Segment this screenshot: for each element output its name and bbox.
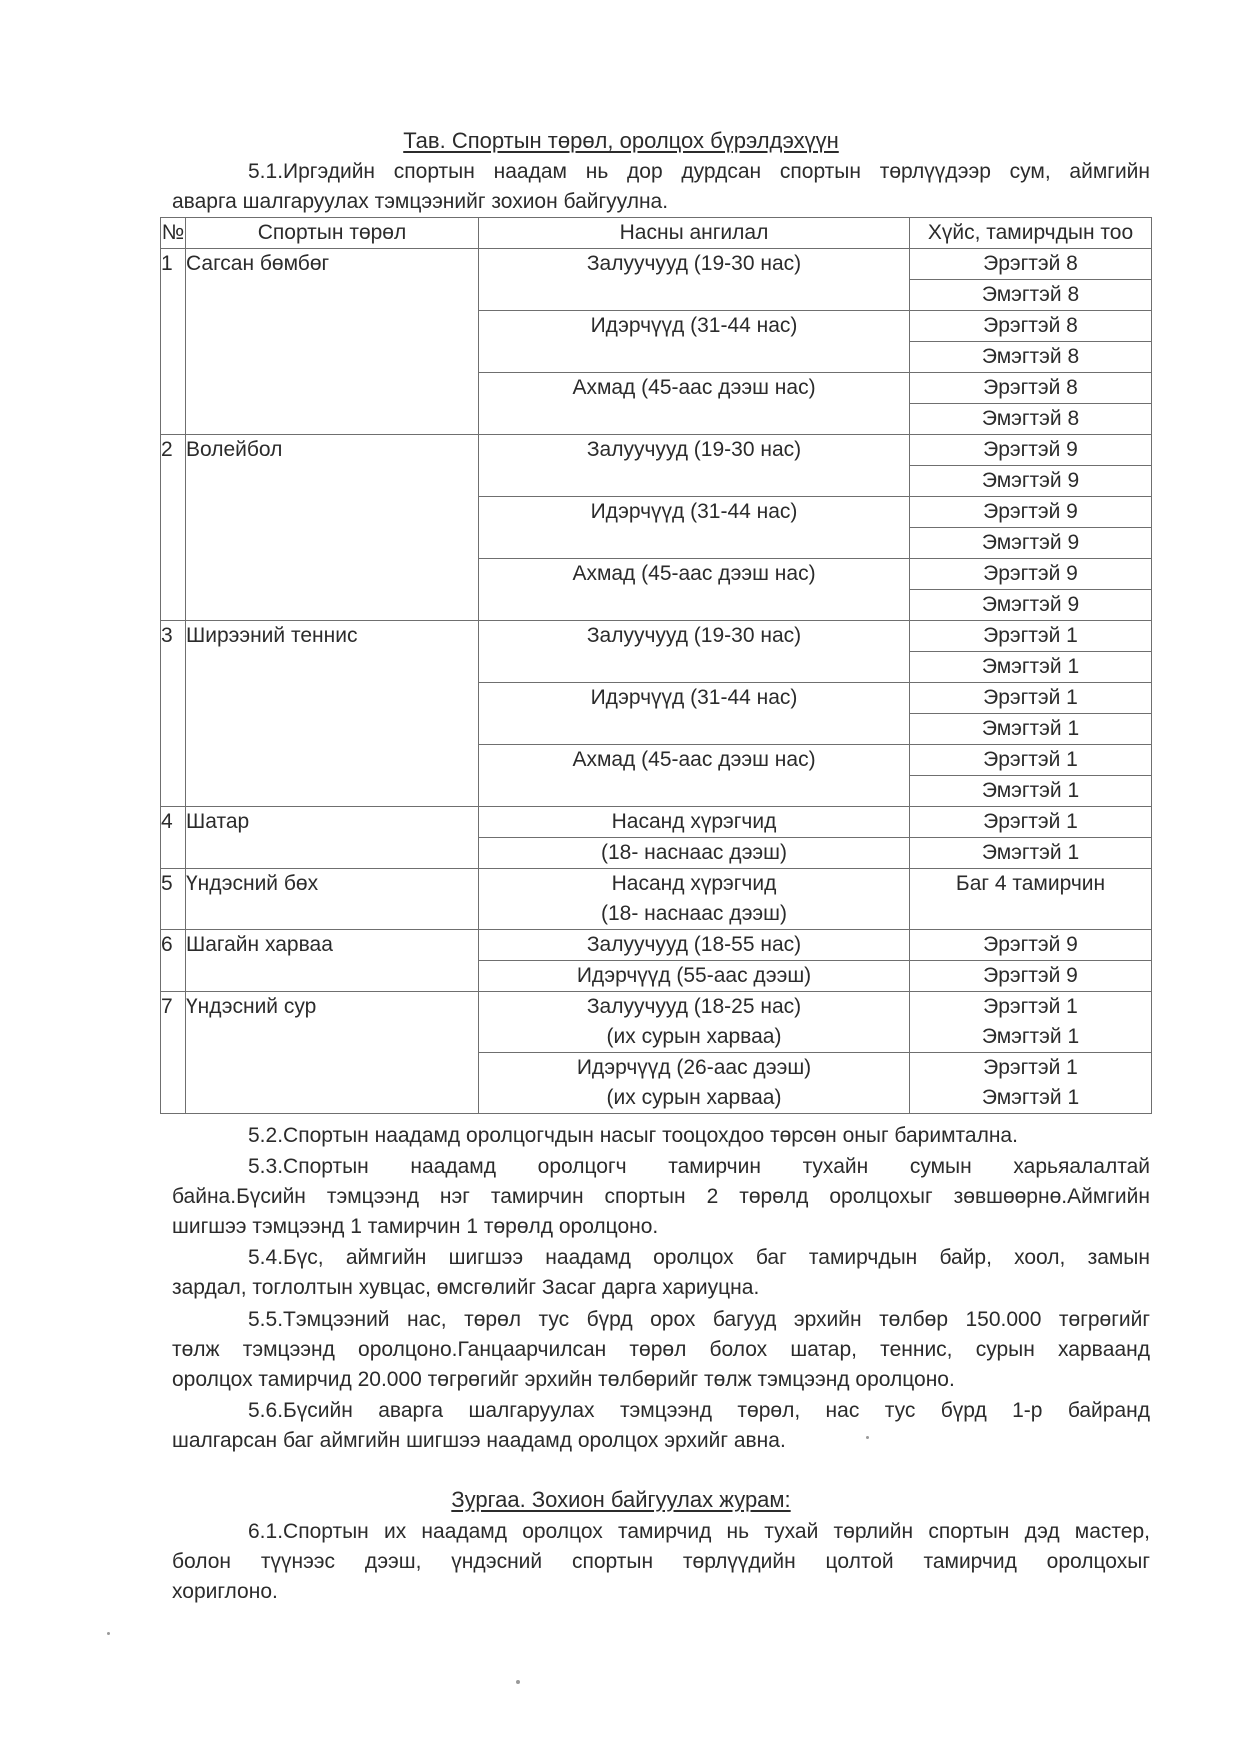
table-row	[161, 621, 1152, 652]
table-header-row	[161, 218, 1152, 249]
age-category: Залуучууд (18-55 нас)	[479, 930, 910, 961]
paragraph-line: хориглоно.	[172, 1580, 278, 1603]
participant-count: Эрэгтэй 8	[910, 373, 1152, 404]
sport-name: Шатар	[186, 807, 479, 869]
paragraph-5-2	[172, 1121, 1150, 1151]
sports-table	[160, 217, 1152, 1114]
paragraph-line: шигшээ тэмцээнд 1 тамирчин 1 төрөлд оролцоно.	[172, 1215, 659, 1238]
age-category-note: (18- наснаас дээш)	[479, 899, 910, 930]
paragraph-line: зардал, тоглолтын хувцас, өмсгөлийг Засаг дарга хариуцна.	[172, 1276, 760, 1299]
paragraph-line: болон түүнээс дээш, үндэсний спортын төрлүүдийн цолтой тамирчид оролцохыг	[172, 1550, 1150, 1573]
participant-count: Эмэгтэй 1	[910, 652, 1152, 683]
paragraph-line: 5.2.Спортын наадамд оролцогчдын насыг тооцохдоо төрсөн оныг баримтална.	[248, 1124, 1018, 1147]
sport-name: Сагсан бөмбөг	[186, 249, 479, 435]
participant-count: Эрэгтэй 1	[910, 621, 1152, 652]
scan-speck	[516, 1680, 520, 1684]
sport-number: 2	[161, 435, 186, 621]
age-category: Залуучууд (18-25 нас)	[479, 992, 910, 1023]
age-category: Залуучууд (19-30 нас)	[479, 435, 910, 497]
age-category: Идэрчүүд (31-44 нас)	[479, 497, 910, 559]
participant-count: Эмэгтэй 9	[910, 590, 1152, 621]
participant-count: Эрэгтэй 9	[910, 930, 1152, 961]
age-category-note: (18- наснаас дээш)	[479, 838, 910, 869]
table-row	[161, 869, 1152, 900]
age-category: Идэрчүүд (26-аас дээш)	[479, 1053, 910, 1084]
table-row	[161, 435, 1152, 466]
participant-count: Эмэгтэй 8	[910, 342, 1152, 373]
table-row	[161, 807, 1152, 838]
participant-count: Эрэгтэй 8	[910, 249, 1152, 280]
sport-number: 6	[161, 930, 186, 992]
age-category: Идэрчүүд (31-44 нас)	[479, 683, 910, 745]
section-title-5: Тав. Спортын төрөл, оролцох бүрэлдэхүүн	[403, 128, 839, 153]
header-sport: Спортын төрөл	[186, 218, 479, 249]
paragraph-line: оролцох тамирчид 20.000 төгрөгийг эрхийн төлбөрийг төлж тэмцээнд оролцоно.	[172, 1368, 955, 1391]
participant-count: Эрэгтэй 1	[910, 807, 1152, 838]
sport-name: Үндэсний сур	[186, 992, 479, 1114]
sport-name: Үндэсний бөх	[186, 869, 479, 930]
scan-speck	[107, 1632, 110, 1635]
header-age: Насны ангилал	[479, 218, 910, 249]
participant-count: Эмэгтэй 1	[910, 838, 1152, 869]
table-row	[161, 992, 1152, 1023]
participant-count: Эрэгтэй 1	[910, 1053, 1152, 1084]
age-category: Ахмад (45-аас дээш нас)	[479, 745, 910, 807]
participant-count: Эмэгтэй 1	[910, 1022, 1152, 1053]
paragraph-5-1	[172, 157, 1150, 217]
sport-name: Волейбол	[186, 435, 479, 621]
paragraph-line: аварга шалгаруулах тэмцээнийг зохион байгуулна.	[172, 190, 669, 213]
participant-count: Эмэгтэй 8	[910, 280, 1152, 311]
age-category: Залуучууд (19-30 нас)	[479, 621, 910, 683]
sport-number: 1	[161, 249, 186, 435]
paragraph-line: 6.1.Спортын их наадамд оролцох тамирчид нь тухай төрлийн спортын дэд мастер,	[248, 1520, 1150, 1543]
participant-count: Эмэгтэй 1	[910, 714, 1152, 745]
section-title-6: Зургаа. Зохион байгуулах журам:	[451, 1487, 791, 1512]
paragraph-5-3	[172, 1152, 1150, 1242]
participant-count: Эмэгтэй 1	[910, 776, 1152, 807]
sport-name: Ширээний теннис	[186, 621, 479, 807]
participant-count: Эмэгтэй 9	[910, 528, 1152, 559]
paragraph-line: шалгарсан баг аймгийн шигшээ наадамд оролцох эрхийг авна.	[172, 1429, 786, 1452]
paragraph-line: 5.6.Бүсийн аварга шалгаруулах тэмцээнд төрөл, нас тус бүрд 1-р байранд	[248, 1399, 1150, 1422]
sport-number: 3	[161, 621, 186, 807]
participant-count: Эрэгтэй 1	[910, 683, 1152, 714]
sport-number: 4	[161, 807, 186, 869]
participant-count: Эрэгтэй 9	[910, 497, 1152, 528]
paragraph-line: 5.5.Тэмцээний нас, төрөл тус бүрд орох багууд эрхийн төлбөр 150.000 төгрөгийг	[248, 1308, 1150, 1331]
age-category-note: (их сурын харваа)	[479, 1022, 910, 1053]
paragraph-5-5	[172, 1305, 1150, 1395]
participant-count: Эрэгтэй 9	[910, 961, 1152, 992]
participant-count: Эмэгтэй 9	[910, 466, 1152, 497]
age-category-note: (их сурын харваа)	[479, 1083, 910, 1114]
participant-count: Эрэгтэй 8	[910, 311, 1152, 342]
table-row	[161, 930, 1152, 961]
table-row	[161, 249, 1152, 280]
paragraph-line: 5.4.Бүс, аймгийн шигшээ наадамд оролцох баг тамирчдын байр, хоол, замын	[248, 1246, 1150, 1269]
participant-count: Эмэгтэй 8	[910, 404, 1152, 435]
age-category: Ахмад (45-аас дээш нас)	[479, 559, 910, 621]
sport-name: Шагайн харваа	[186, 930, 479, 992]
paragraph-line: 5.1.Иргэдийн спортын наадам нь дор дурдсан спортын төрлүүдээр сум, аймгийн	[248, 160, 1150, 183]
scan-speck	[866, 1436, 869, 1439]
participant-count: Эмэгтэй 1	[910, 1083, 1152, 1114]
paragraph-5-6	[172, 1396, 1150, 1456]
sport-number: 5	[161, 869, 186, 930]
paragraph-6-1	[172, 1517, 1150, 1607]
paragraph-line: төлж тэмцээнд оролцоно.Ганцаарчилсан төрөл болох шатар, теннис, сурын харвaанд	[172, 1338, 1150, 1361]
age-category: Ахмад (45-аас дээш нас)	[479, 373, 910, 435]
age-category: Залуучууд (19-30 нас)	[479, 249, 910, 311]
header-count: Хүйс, тамирчдын тоо	[910, 218, 1152, 249]
paragraph-5-4	[172, 1243, 1150, 1303]
participant-count: Баг 4 тамирчин	[910, 869, 1152, 930]
age-category: Идэрчүүд (31-44 нас)	[479, 311, 910, 373]
header-no: №	[161, 218, 186, 249]
age-category: Насанд хүрэгчид	[479, 869, 910, 900]
age-category: Идэрчүүд (55-аас дээш)	[479, 961, 910, 992]
paragraph-line: байна.Бүсийн тэмцээнд нэг тамирчин спортын 2 төрөлд оролцохыг зөвшөөрнө.Аймгийн	[172, 1185, 1150, 1208]
participant-count: Эрэгтэй 9	[910, 559, 1152, 590]
paragraph-line: 5.3.Спортын наадамд оролцогч тамирчин тухайн сумын харьяалалтай	[248, 1155, 1150, 1178]
participant-count: Эрэгтэй 1	[910, 992, 1152, 1023]
participant-count: Эрэгтэй 9	[910, 435, 1152, 466]
participant-count: Эрэгтэй 1	[910, 745, 1152, 776]
age-category: Насанд хүрэгчид	[479, 807, 910, 838]
sport-number: 7	[161, 992, 186, 1114]
